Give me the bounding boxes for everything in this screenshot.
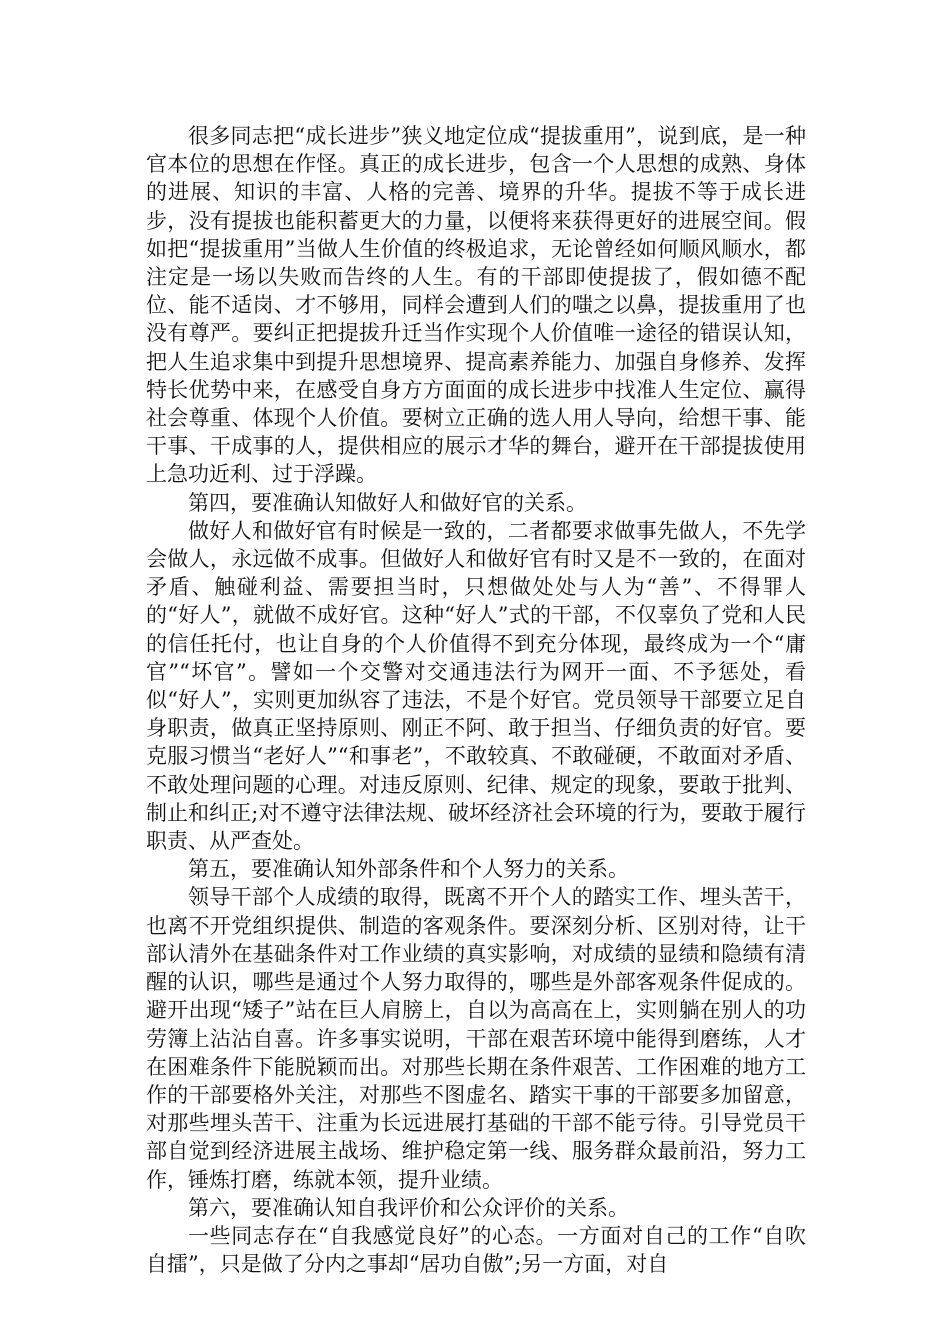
paragraph: 一些同志存在“自我感觉良好”的心态。一方面对自己的工作“自吹自擂”，只是做了分内之事却“居功自傲”;另一方面，对自 (146, 1223, 806, 1277)
paragraph: 领导干部个人成绩的取得，既离不开个人的踏实工作、埋头苦干，也离不开党组织提供、制造的客观条件。要深刻分析、区别对待，让干部认清外在基础条件对工作业绩的真实影响，对成绩的显绩和隐绩有清醒的认识，哪些是通过个人努力取得的，哪些是外部客观条件促成的。避开出现“矮子”站在巨人肩膀上，自以为高高在上，实则躺在别人的功劳簿上沾沾自喜。许多事实说明，干部在艰苦环境中能得到磨练，人才在困难条件下能脱颖而出。对那些长期在条件艰苦、工作困难的地方工作的干部要格外关注，对那些不图虚名、踏实干事的干部要多加留意，对那些埋头苦干、注重为长远进展打基础的干部不能亏待。引导党员干部自觉到经济进展主战场、维护稳定第一线、服务群众最前沿，努力工作，锤炼打磨，练就本领，提升业绩。 (146, 885, 806, 1192)
section-heading: 第六，要准确认知自我评价和公众评价的关系。 (188, 1195, 629, 1220)
paragraph: 很多同志把“成长进步”狭义地定位成“提拔重用”，说到底，是一种官本位的思想在作怪。真正的成长进步，包含一个人思想的成熟、身体的进展、知识的丰富、人格的完善、境界的升华。提拔不等于成长进步，没有提拔也能积蓄更大的力量，以便将来获得更好的进展空间。假如把“提拔重用”当做人生价值的终极追求，无论曾经如何顺风顺水，都注定是一场以失败而告终的人生。有的干部即使提拔了，假如德不配位、能不适岗、才不够用，同样会遭到人们的嗤之以鼻，提拔重用了也没有尊严。要纠正把提拔升迁当作实现个人价值唯一途径的错误认知，把人生追求集中到提升思想境界、提高素养能力、加强自身修养、发挥特长优势中来，在感受自身方方面面的成长进步中找准人生定位、赢得社会尊重、体现个人价值。要树立正确的选人用人导向，给想干事、能干事、干成事的人，提供相应的展示才华的舞台，避开在干部提拔使用上急功近利、过于浮躁。 (146, 124, 806, 487)
document-body (146, 122, 806, 1278)
section-heading: 第四，要准确认知做好人和做好官的关系。 (188, 490, 587, 515)
paragraph: 做好人和做好官有时候是一致的，二者都要求做事先做人，不先学会做人，永远做不成事。但做好人和做好官有时又是不一致的，在面对矛盾、触碰利益、需要担当时，只想做处处与人为“善”、不得罪人的“好人”，就做不成好官。这种“好人”式的干部，不仅辜负了党和人民的信任托付，也让自身的个人价值得不到充分体现，最终成为一个“庸官”“坏官”。譬如一个交警对交通违法行为网开一面、不予惩处，看似“好人”，实则更加纵容了违法，不是个好官。党员领导干部要立足自身职责，做真正坚持原则、刚正不阿、敢于担当、仔细负责的好官。要克服习惯当“老好人”“和事老”，不敢较真、不敢碰硬，不敢面对矛盾、不敢处理问题的心理。对违反原则、纪律、规定的现象，要敢于批判、制止和纠正;对不遵守法律法规、破坏经济社会环境的行为，要敢于履行职责、从严查处。 (146, 518, 806, 854)
section-heading: 第五，要准确认知外部条件和个人努力的关系。 (188, 857, 629, 882)
